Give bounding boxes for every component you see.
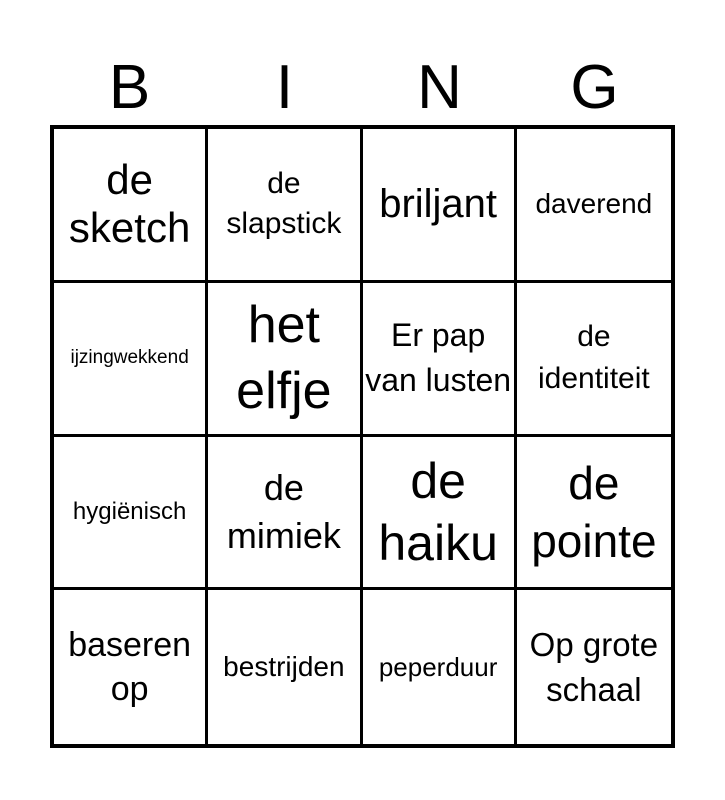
bingo-header (52, 50, 672, 126)
bingo-cell-13[interactable] (54, 590, 208, 744)
header-letter-n: N (417, 53, 462, 122)
bingo-cell-16[interactable] (517, 590, 671, 744)
cell-text: ijzingwekkend (70, 347, 189, 369)
bingo-cell-4[interactable] (517, 129, 671, 283)
cell-text: Er pap van lusten (365, 317, 512, 399)
cell-text: daverend (535, 188, 653, 220)
bingo-cell-10[interactable] (208, 437, 362, 591)
bingo-cell-11[interactable] (363, 437, 517, 591)
header-letter-b: B (108, 53, 151, 122)
cell-text: bestrijden (223, 651, 345, 683)
bingo-cell-8[interactable] (517, 283, 671, 437)
bingo-cell-14[interactable] (208, 590, 362, 744)
cell-text: de slapstick (226, 167, 342, 241)
bingo-grid (50, 125, 675, 748)
cell-text: de mimiek (226, 466, 341, 556)
bingo-cell-7[interactable] (363, 283, 517, 437)
cell-text: briljant (379, 182, 498, 227)
cell-text: hygiënisch (72, 497, 187, 525)
cell-text: peperduur (378, 652, 498, 683)
header-letter-i: I (275, 53, 294, 122)
cell-text: het elfje (236, 296, 332, 421)
cell-text: de pointe (531, 456, 657, 567)
bingo-cell-5[interactable] (54, 283, 208, 437)
bingo-cell-12[interactable] (517, 437, 671, 591)
cell-text: de haiku (378, 452, 498, 571)
cell-text: Op grote schaal (529, 626, 659, 709)
cell-text: de sketch (68, 156, 191, 252)
bingo-cell-6[interactable] (208, 283, 362, 437)
bingo-cell-15[interactable] (363, 590, 517, 744)
bingo-cell-9[interactable] (54, 437, 208, 591)
cell-text: baseren op (68, 626, 192, 709)
bingo-cell-2[interactable] (208, 129, 362, 283)
cell-text: de identiteit (538, 320, 650, 396)
header-letter-g: G (570, 53, 619, 122)
bingo-cell-3[interactable] (363, 129, 517, 283)
bingo-cell-1[interactable] (54, 129, 208, 283)
